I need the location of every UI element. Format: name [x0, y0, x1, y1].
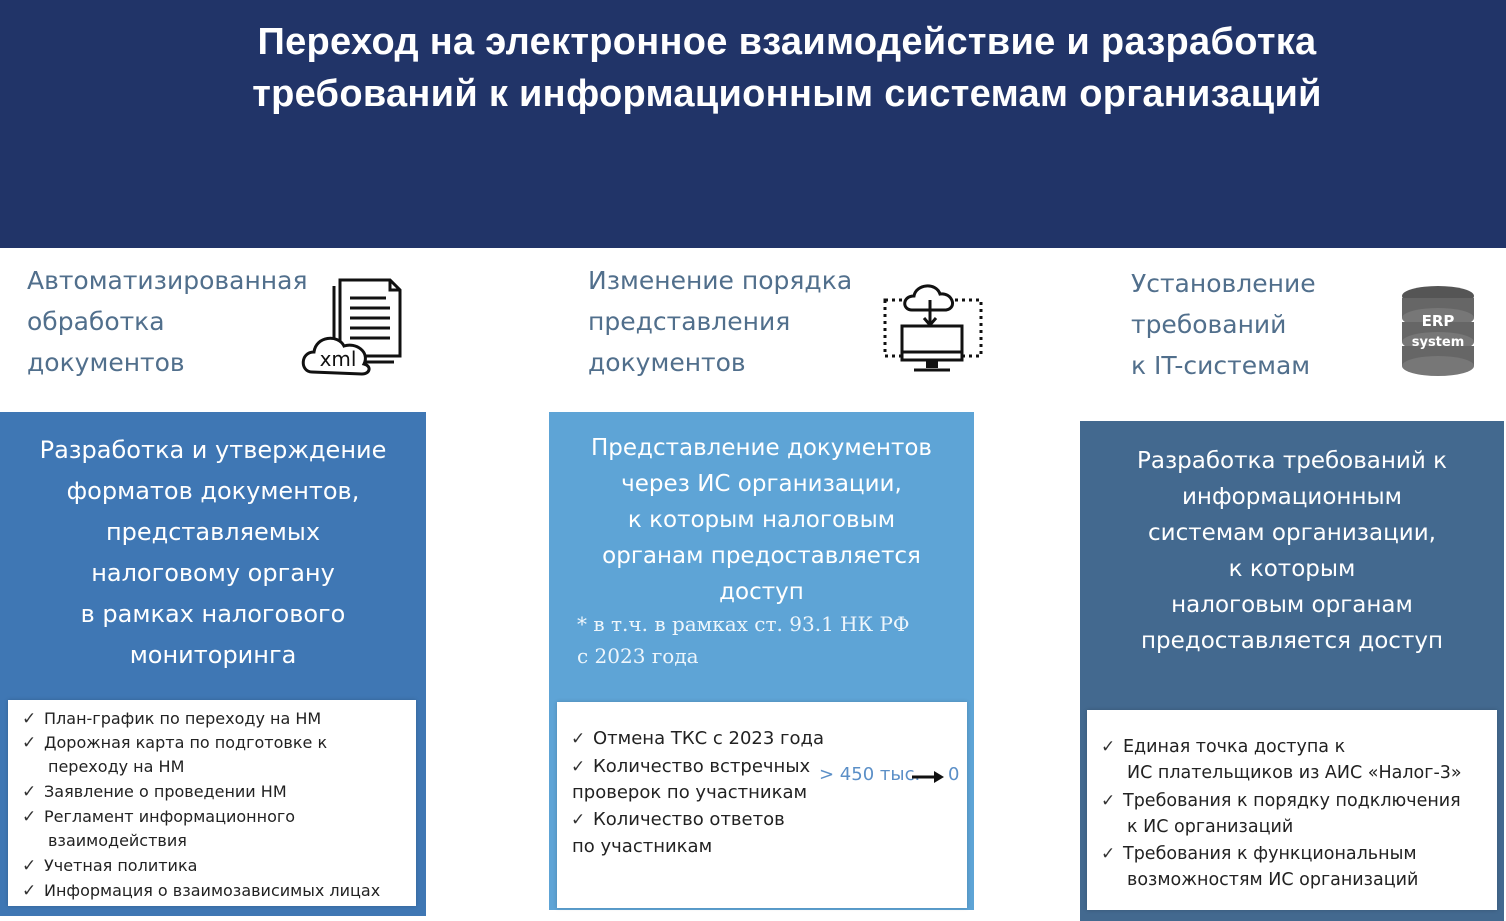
checklist-requirements: [1087, 710, 1497, 910]
arrow-right-icon: [912, 769, 946, 785]
list-item-continuation: по участникам: [572, 836, 713, 857]
heading-line: документов: [27, 348, 185, 377]
panel-text-line: Разработка требований к: [1136, 448, 1448, 474]
panel-text-line: к которым налоговым: [627, 507, 896, 533]
list-item-text: Количество встречных: [593, 756, 811, 777]
title-line-2: требований к информационным системам организаций: [252, 73, 1322, 115]
footnote-line: * в т.ч. в рамках ст. 93.1 НК РФ: [577, 612, 910, 636]
list-item: [571, 726, 824, 752]
list-item-text: Информация о взаимозависимых лицах: [44, 881, 381, 900]
panel-text-line: представляемых: [105, 518, 321, 546]
checklist-formats: [8, 700, 416, 906]
list-item-text: Дорожная карта по подготовке к: [44, 733, 328, 752]
header-banner: [0, 0, 1506, 248]
panel-text-line: мониторинга: [129, 641, 297, 669]
check-icon: ✓: [22, 782, 37, 802]
panel-text-line: системам организации,: [1148, 520, 1436, 546]
panel-text-line: доступ: [719, 579, 804, 605]
erp-label: ERP: [1421, 312, 1455, 330]
panel-text-line: налоговым органам: [1171, 592, 1413, 618]
panel-text-line: органам предоставляется: [602, 543, 921, 569]
count-to: 0: [948, 764, 960, 785]
panel-2-text: [549, 430, 974, 610]
list-item-text: Требования к функциональным: [1123, 844, 1417, 864]
panel-1-text: [0, 430, 426, 676]
check-icon: ✓: [571, 757, 586, 777]
check-icon: ✓: [22, 709, 37, 729]
list-item-continuation: к ИС организаций: [1127, 817, 1294, 837]
list-item: [22, 731, 327, 755]
heading-line: к IT-системам: [1131, 351, 1311, 380]
panel-text-line: предоставляется доступ: [1141, 628, 1443, 654]
list-item: [1101, 841, 1417, 867]
panel-text-line: в рамках налогового: [80, 600, 346, 628]
page-title: [0, 16, 1506, 120]
check-icon: ✓: [1101, 737, 1116, 757]
heading-line: представления: [588, 307, 791, 336]
list-item-text: Требования к порядку подключения: [1123, 791, 1461, 811]
heading-line: обработка: [27, 307, 165, 336]
panel-text-line: Разработка и утверждение: [39, 436, 387, 464]
panel-text-line: Представление документов: [591, 435, 932, 461]
list-item: [22, 780, 287, 804]
list-item: [22, 707, 321, 731]
document-xml-cloud-icon: [298, 274, 406, 380]
list-item-continuation: возможностям ИС организаций: [1127, 870, 1419, 890]
erp-system-label: system: [1411, 335, 1465, 350]
list-item: [1101, 734, 1345, 760]
checklist-submission: [557, 702, 967, 908]
list-item-text: Регламент информационного: [44, 807, 296, 826]
check-icon: ✓: [1101, 791, 1116, 811]
list-item: [22, 854, 197, 878]
footnote: [577, 608, 910, 672]
heading-line: документов: [588, 348, 746, 377]
check-icon: ✓: [22, 807, 37, 827]
list-item-text: Отмена ТКС с 2023 года: [593, 728, 824, 749]
heading-line: требований: [1131, 310, 1287, 339]
column-2-heading: [588, 260, 852, 383]
check-icon: ✓: [571, 810, 586, 830]
list-item-continuation: проверок по участникам: [572, 782, 808, 803]
list-item: [1101, 788, 1461, 814]
panel-text-line: к которым: [1228, 556, 1356, 582]
panel-text-line: через ИС организации,: [621, 471, 902, 497]
footnote-line: с 2023 года: [577, 644, 699, 668]
list-item-continuation: переходу на НМ: [48, 757, 185, 776]
list-item: [22, 879, 380, 903]
panel-text-line: форматов документов,: [66, 477, 360, 505]
erp-database-icon: [1398, 284, 1478, 378]
list-item: [571, 754, 810, 780]
list-item: [22, 805, 295, 829]
count-from: > 450 тыс.: [819, 764, 921, 785]
list-item-text: Количество ответов: [593, 809, 785, 830]
xml-label: xml: [319, 347, 357, 371]
cloud-computer-icon: [882, 280, 986, 378]
heading-line: Установление: [1131, 269, 1316, 298]
list-item-text: Единая точка доступа к: [1123, 737, 1346, 757]
check-icon: ✓: [1101, 844, 1116, 864]
list-item-continuation: взаимодействия: [48, 831, 187, 850]
panel-text-line: налоговому органу: [91, 559, 335, 587]
heading-line: Изменение порядка: [588, 266, 853, 295]
check-icon: ✓: [22, 881, 37, 901]
column-3-heading: [1131, 263, 1316, 386]
list-item-text: План-график по переходу на НМ: [44, 709, 322, 728]
title-line-1: Переход на электронное взаимодействие и разработка: [257, 21, 1317, 63]
check-icon: ✓: [22, 856, 37, 876]
list-item-continuation: ИС плательщиков из АИС «Налог-3»: [1127, 763, 1462, 783]
list-item-text: Учетная политика: [44, 856, 198, 875]
panel-text-line: информационным: [1181, 484, 1403, 510]
check-icon: ✓: [22, 733, 37, 753]
list-item: [571, 807, 785, 833]
panel-3-text: [1080, 443, 1504, 659]
list-item-text: Заявление о проведении НМ: [44, 782, 287, 801]
column-1-heading: [27, 260, 308, 383]
heading-line: Автоматизированная: [27, 266, 308, 295]
check-icon: ✓: [571, 729, 586, 749]
